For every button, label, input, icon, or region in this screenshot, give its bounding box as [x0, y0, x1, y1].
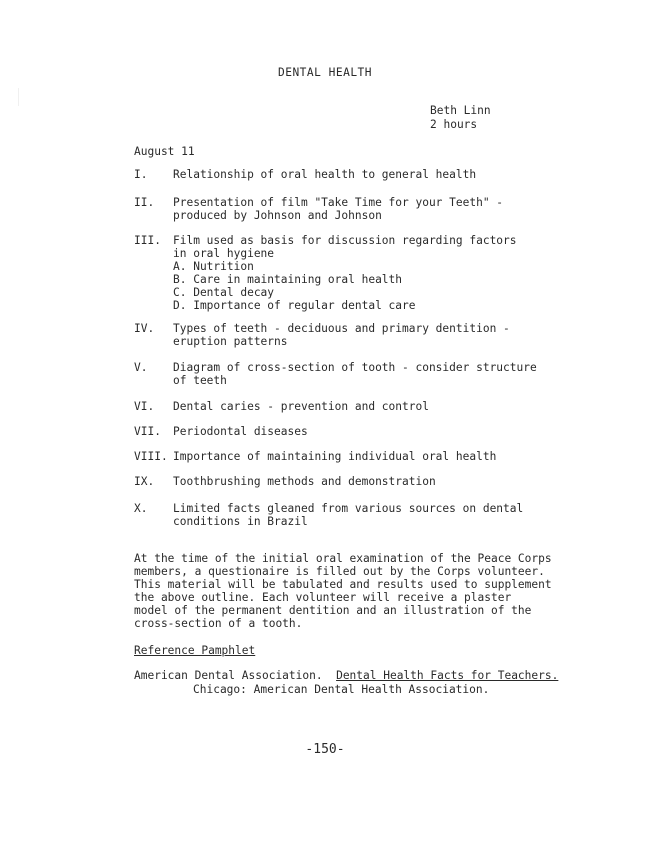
outline-text: of teeth — [173, 374, 227, 387]
document-title: DENTAL HEALTH — [277, 66, 373, 79]
citation-publisher: Chicago: American Dental Health Association. — [193, 683, 490, 696]
outline-number: I. — [134, 168, 148, 181]
outline-number: VII. — [134, 425, 161, 438]
outline-number: X. — [134, 502, 148, 515]
scan-mark — [18, 88, 29, 106]
outline-number: VI. — [134, 400, 155, 413]
paragraph-line: This material will be tabulated and results used to supplement — [134, 578, 552, 591]
outline-text: Diagram of cross-section of tooth - consider structure — [173, 361, 537, 374]
paragraph-line: At the time of the initial oral examination of the Peace Corps — [134, 552, 552, 565]
citation — [134, 669, 558, 682]
outline-number: VIII. — [134, 450, 168, 463]
outline-text: Types of teeth - deciduous and primary dentition - — [173, 322, 510, 335]
outline-text: Limited facts gleaned from various sources on dental — [173, 502, 524, 515]
outline-number: V. — [134, 361, 148, 374]
summary-paragraph — [134, 552, 574, 630]
paragraph-line: cross-section of a tooth. — [134, 617, 303, 630]
page-number: -150- — [305, 742, 345, 757]
outline-subitem: C. Dental decay — [173, 286, 275, 299]
outline-number: IV. — [134, 322, 155, 335]
outline-text: Dental caries - prevention and control — [173, 400, 429, 413]
outline-subitem: B. Care in maintaining oral health — [173, 273, 403, 286]
paragraph-line: model of the permanent dentition and an illustration of the — [134, 604, 532, 617]
paragraph-line: members, a questionaire is filled out by the Corps volunteer. — [134, 565, 545, 578]
outline-text: Toothbrushing methods and demonstration — [173, 475, 436, 488]
outline-subitem: D. Importance of regular dental care — [173, 299, 416, 312]
outline-text: conditions in Brazil — [173, 515, 308, 528]
session-duration: 2 hours — [430, 118, 478, 131]
outline-text: eruption patterns — [173, 335, 288, 348]
outline-number: IX. — [134, 475, 155, 488]
author-name: Beth Linn — [430, 104, 491, 117]
outline-text: Importance of maintaining individual oral health — [173, 450, 497, 463]
outline-text: Periodontal diseases — [173, 425, 308, 438]
reference-heading: Reference Pamphlet — [134, 644, 256, 657]
outline-text: Presentation of film "Take Time for your Teeth" - — [173, 196, 504, 209]
session-date: August 11 — [134, 145, 195, 158]
outline-text: in oral hygiene — [173, 247, 275, 260]
outline-subitem: A. Nutrition — [173, 260, 254, 273]
citation-author: American Dental Association. — [134, 669, 323, 682]
paragraph-line: the above outline. Each volunteer will receive a plaster — [134, 591, 512, 604]
outline-text: Film used as basis for discussion regarding factors — [173, 234, 517, 247]
outline-text: produced by Johnson and Johnson — [173, 209, 382, 222]
outline-number: II. — [134, 196, 155, 209]
outline-number: III. — [134, 234, 161, 247]
outline-text: Relationship of oral health to general health — [173, 168, 477, 181]
citation-title: Dental Health Facts for Teachers. — [336, 669, 559, 682]
